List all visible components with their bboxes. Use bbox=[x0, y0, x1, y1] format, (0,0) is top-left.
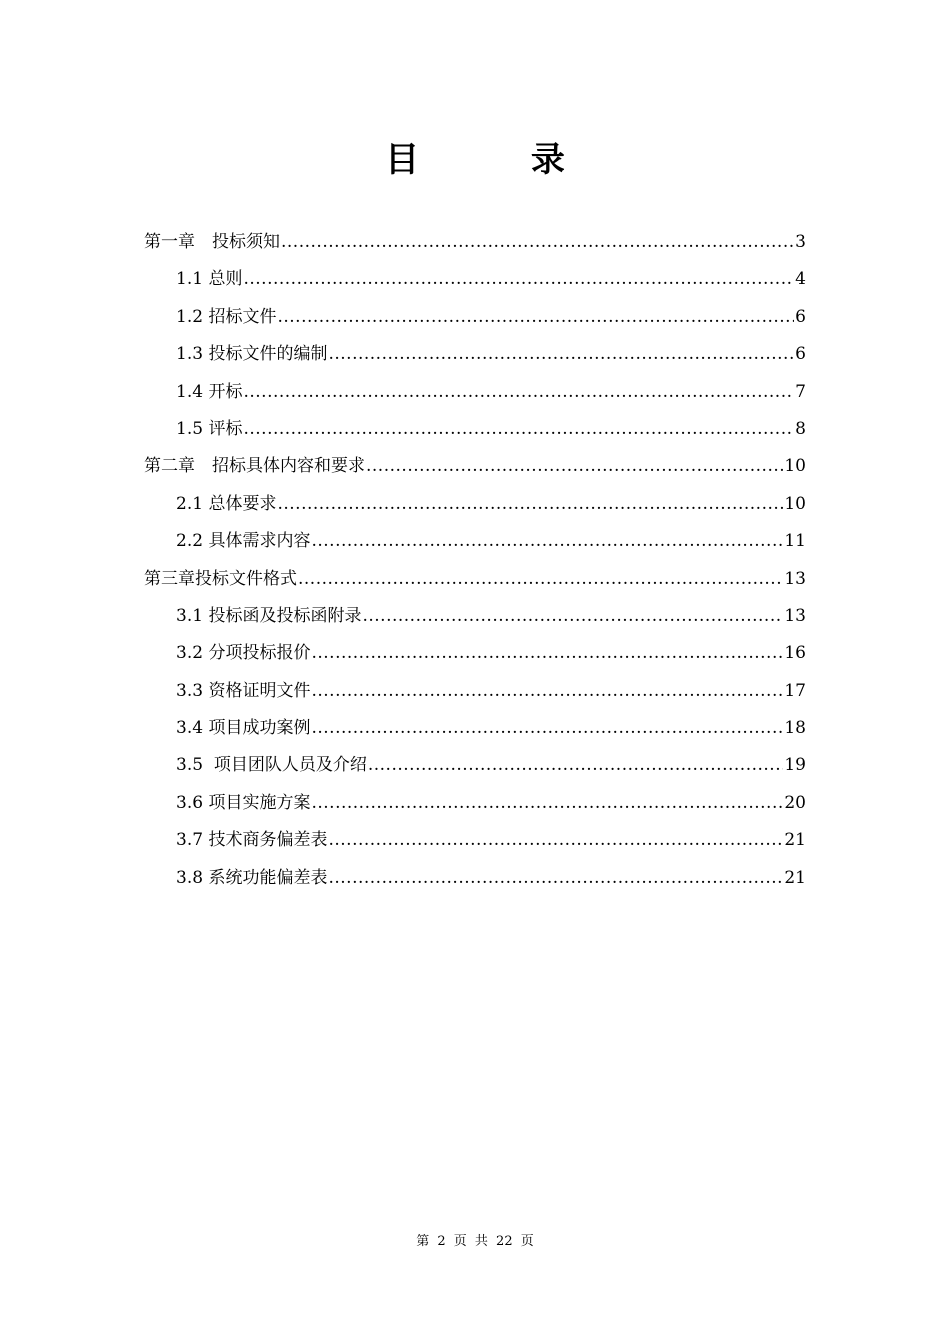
page-title: 目 录 bbox=[385, 140, 615, 180]
toc-entry[interactable] bbox=[144, 598, 806, 635]
toc-entry[interactable] bbox=[144, 336, 806, 373]
toc-entry-label: 2.2 具体需求内容 bbox=[176, 531, 311, 552]
toc-entry-label: 3.6 项目实施方案 bbox=[176, 792, 311, 813]
toc-leader-dots bbox=[243, 411, 794, 448]
toc-entry[interactable] bbox=[144, 374, 806, 411]
toc-entry-page: 21 bbox=[784, 867, 806, 888]
toc-entry[interactable] bbox=[144, 299, 806, 336]
toc-entry[interactable] bbox=[144, 747, 806, 784]
toc-entry-page: 7 bbox=[795, 381, 806, 402]
toc-entry[interactable] bbox=[144, 785, 806, 822]
toc-entry[interactable] bbox=[144, 561, 806, 598]
toc-entry-page: 18 bbox=[784, 718, 806, 739]
toc-entry-label: 3.8 系统功能偏差表 bbox=[176, 867, 328, 888]
toc-entry[interactable] bbox=[144, 523, 806, 560]
toc-entry[interactable] bbox=[144, 860, 806, 897]
toc-leader-dots bbox=[328, 860, 783, 897]
toc-entry-page: 10 bbox=[784, 493, 806, 514]
toc-leader-dots bbox=[281, 224, 794, 261]
toc-entry-label: 3.1 投标函及投标函附录 bbox=[176, 605, 362, 626]
toc-entry-page: 17 bbox=[784, 680, 806, 701]
toc-leader-dots bbox=[311, 785, 783, 822]
toc-entry[interactable] bbox=[144, 486, 806, 523]
toc-leader-dots bbox=[362, 598, 783, 635]
toc-entry-page: 3 bbox=[795, 232, 806, 252]
toc-entry-label: 1.4 开标 bbox=[176, 381, 243, 402]
toc-entry-page: 13 bbox=[784, 568, 806, 589]
toc-entry[interactable] bbox=[144, 448, 806, 485]
toc-leader-dots bbox=[243, 261, 794, 298]
toc-leader-dots bbox=[277, 486, 783, 523]
toc-entry-label: 2.1 总体要求 bbox=[176, 493, 277, 514]
toc-entry-page: 8 bbox=[795, 418, 806, 439]
toc-entry-page: 20 bbox=[784, 792, 806, 813]
toc-entry-label: 1.2 招标文件 bbox=[176, 306, 277, 327]
toc-leader-dots bbox=[243, 374, 794, 411]
toc-entry-page: 19 bbox=[784, 755, 806, 776]
toc-leader-dots bbox=[311, 635, 783, 672]
toc-entry-page: 4 bbox=[795, 269, 806, 290]
toc-entry[interactable] bbox=[144, 224, 806, 261]
toc-entry[interactable] bbox=[144, 822, 806, 859]
toc-leader-dots bbox=[328, 822, 783, 859]
toc-entry-page: 21 bbox=[784, 830, 806, 851]
toc-leader-dots bbox=[277, 299, 794, 336]
toc-entry-label: 3.7 技术商务偏差表 bbox=[176, 830, 328, 851]
toc-entry-label: 3.4 项目成功案例 bbox=[176, 718, 311, 739]
table-of-contents bbox=[144, 224, 806, 897]
toc-leader-dots bbox=[298, 561, 783, 598]
toc-leader-dots bbox=[311, 710, 783, 747]
toc-entry-page: 16 bbox=[784, 643, 806, 664]
toc-entry-page: 6 bbox=[795, 344, 806, 365]
toc-entry-label: 1.1 总则 bbox=[176, 269, 243, 290]
toc-entry[interactable] bbox=[144, 635, 806, 672]
toc-leader-dots bbox=[366, 448, 783, 485]
toc-entry[interactable] bbox=[144, 710, 806, 747]
toc-entry-label: 1.3 投标文件的编制 bbox=[176, 344, 328, 365]
toc-entry-label: 第二章 招标具体内容和要求 bbox=[144, 456, 365, 477]
toc-entry-label: 3.5 项目团队人员及介绍 bbox=[176, 755, 367, 776]
toc-leader-dots bbox=[311, 523, 783, 560]
toc-leader-dots bbox=[368, 747, 784, 784]
toc-entry-page: 10 bbox=[784, 456, 806, 477]
page-footer: 第 2 页 共 22 页 bbox=[416, 1234, 534, 1249]
toc-entry[interactable] bbox=[144, 673, 806, 710]
toc-entry-page: 6 bbox=[795, 306, 806, 327]
toc-entry-label: 3.3 资格证明文件 bbox=[176, 680, 311, 701]
toc-entry-label: 第三章投标文件格式 bbox=[144, 568, 297, 589]
toc-entry[interactable] bbox=[144, 261, 806, 298]
toc-entry[interactable] bbox=[144, 411, 806, 448]
toc-entry-page: 13 bbox=[784, 605, 806, 626]
toc-leader-dots bbox=[328, 336, 794, 373]
toc-entry-page: 11 bbox=[784, 531, 806, 552]
toc-leader-dots bbox=[311, 673, 783, 710]
toc-entry-label: 3.2 分项投标报价 bbox=[176, 643, 311, 664]
toc-entry-label: 1.5 评标 bbox=[176, 418, 243, 439]
toc-entry-label: 第一章 投标须知 bbox=[144, 232, 280, 252]
